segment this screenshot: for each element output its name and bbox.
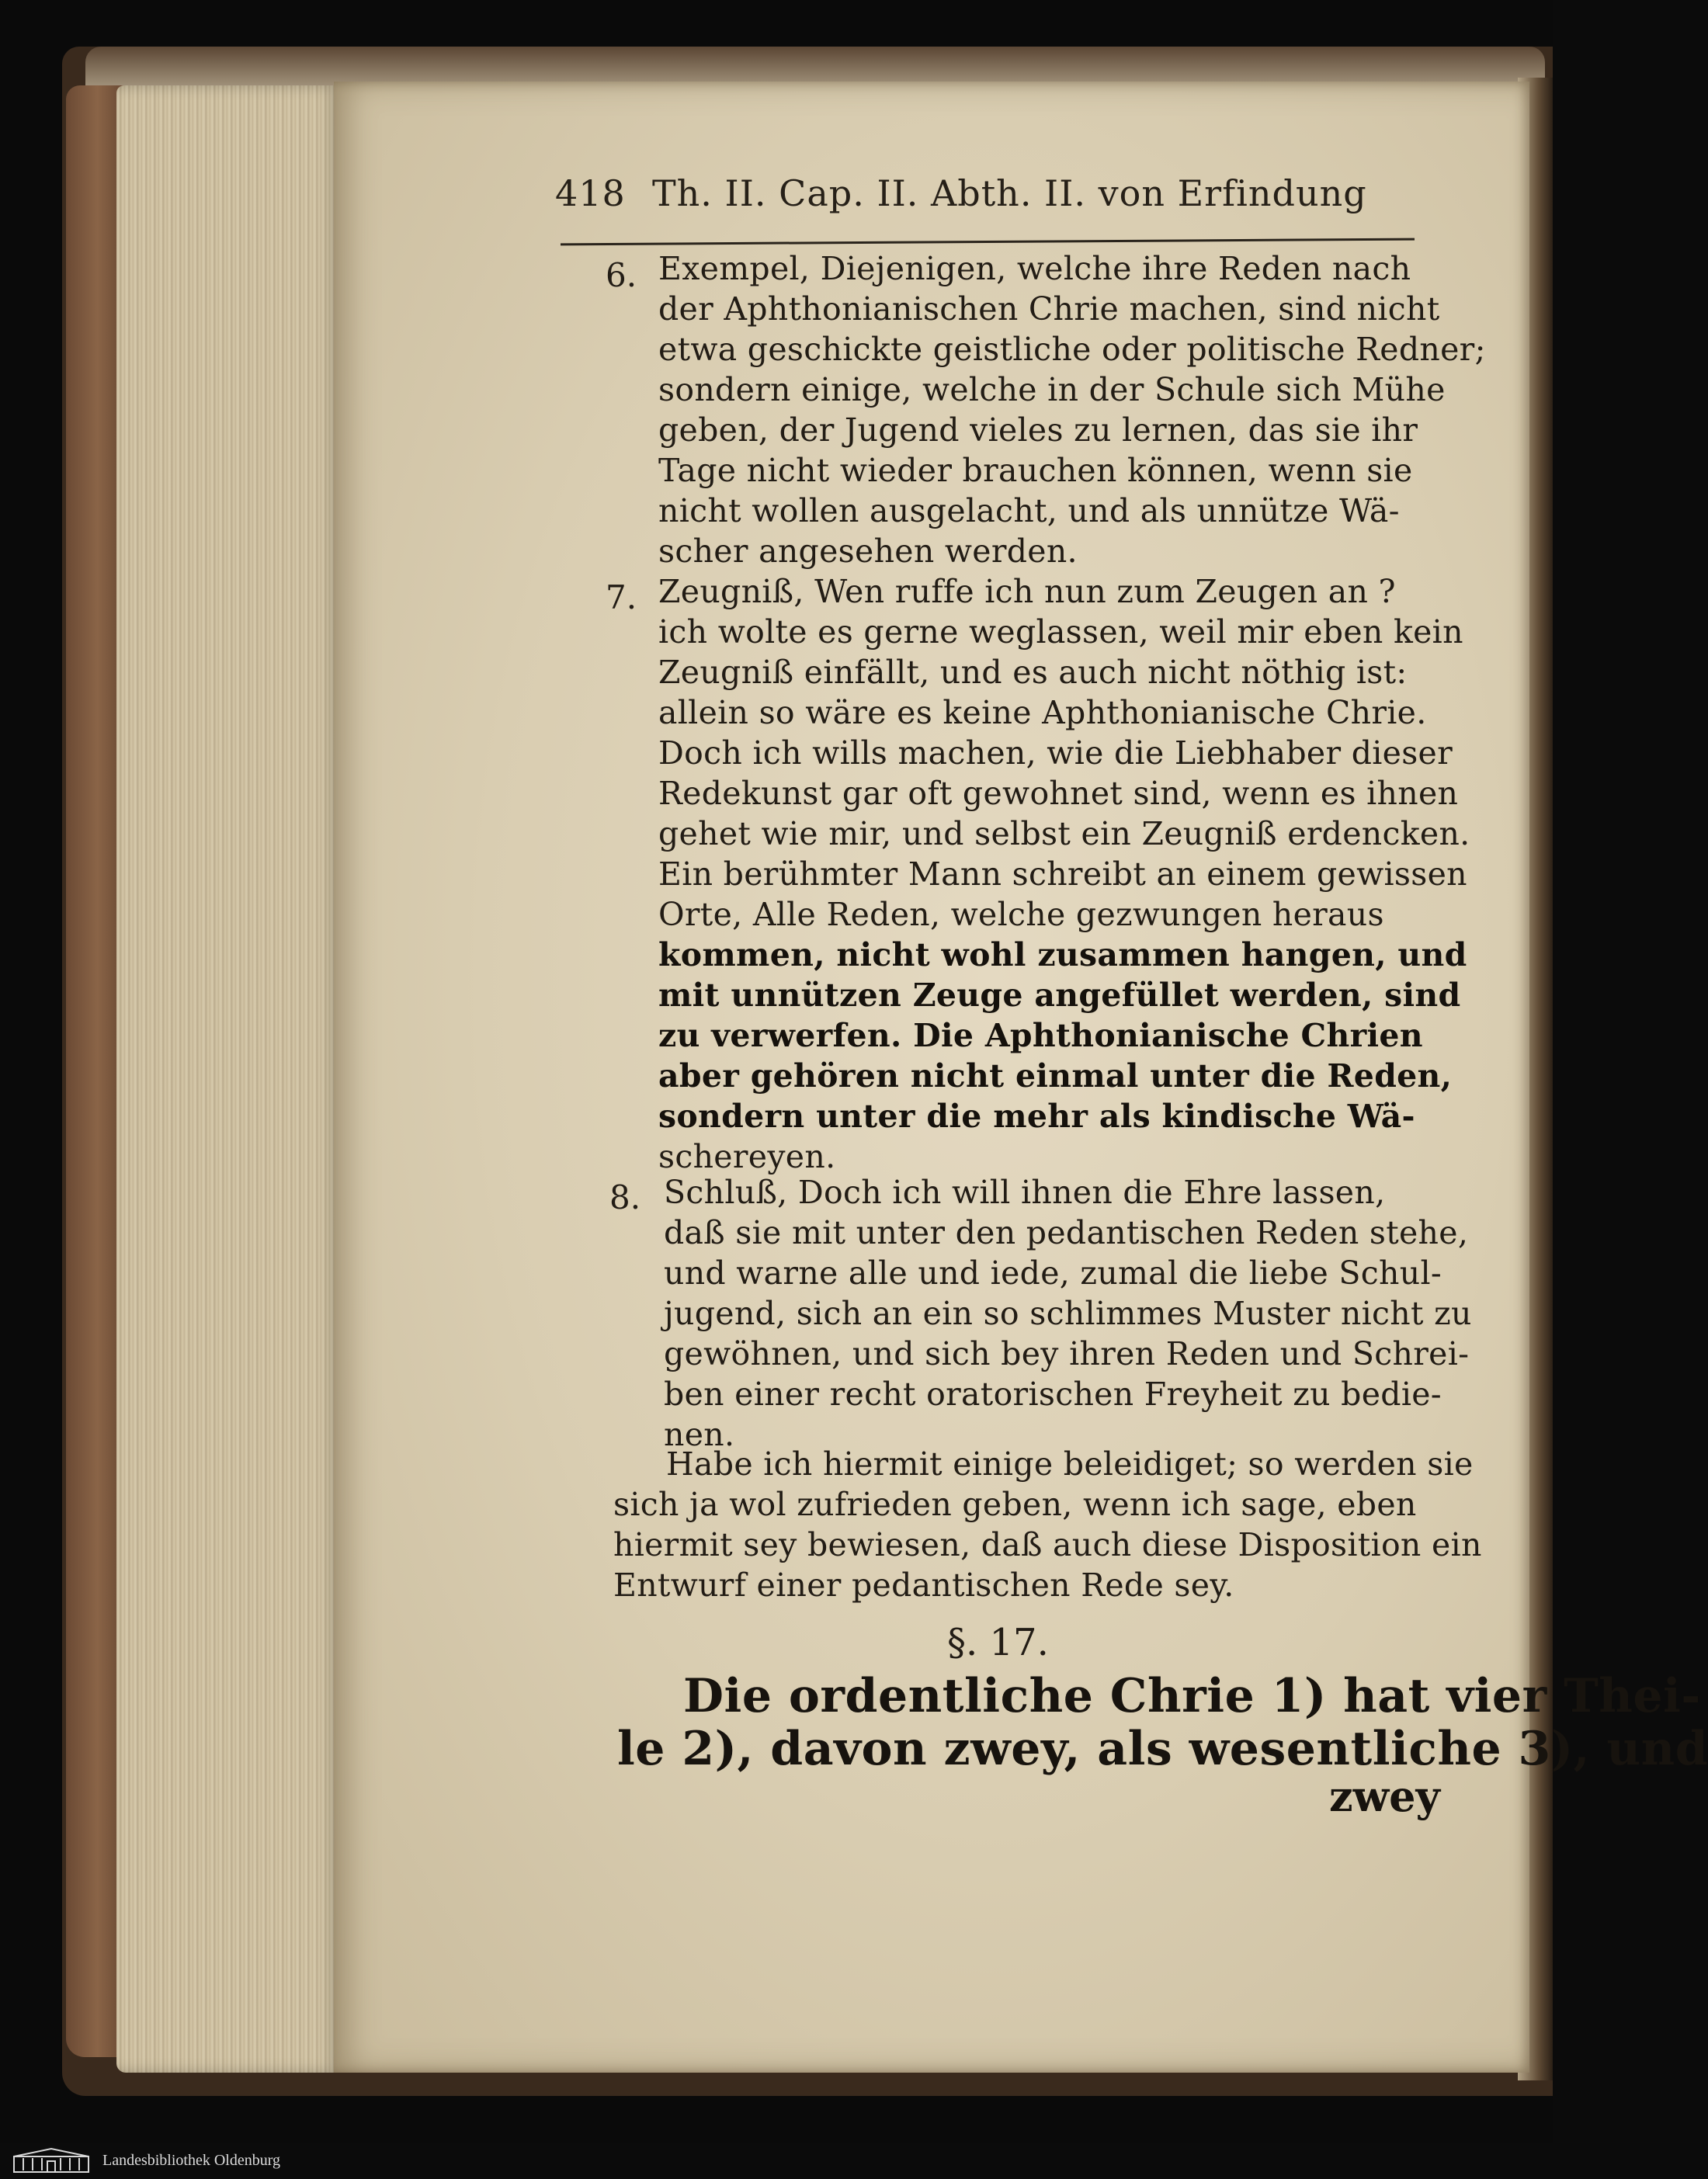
section-mark: §. 17. bbox=[947, 1621, 1049, 1664]
text-line: daß sie mit unter den pedantischen Reden stehe, bbox=[664, 1214, 1469, 1251]
item-number: 8. bbox=[609, 1178, 641, 1216]
text-line: allein so wäre es keine Aphthonianische Chrie. bbox=[658, 694, 1427, 731]
section-heading-line: Die ordentliche Chrie 1) hat vier Thei- bbox=[683, 1669, 1701, 1723]
text-line: ich wolte es gerne weglassen, weil mir eben kein bbox=[658, 613, 1463, 651]
text-line: Doch ich wills machen, wie die Liebhaber dieser bbox=[658, 734, 1453, 772]
text-line: Zeugniß, Wen ruffe ich nun zum Zeugen an ? bbox=[658, 573, 1396, 610]
text-line: Tage nicht wieder brauchen können, wenn sie bbox=[658, 452, 1413, 489]
text-line: jugend, sich an ein so schlimmes Muster nicht zu bbox=[664, 1295, 1472, 1332]
text-line: gehet wie mir, und selbst ein Zeugniß erdencken. bbox=[658, 815, 1470, 852]
text-line: hiermit sey bewiesen, daß auch diese Disposition ein bbox=[613, 1526, 1482, 1563]
text-line: Zeugniß einfällt, und es auch nicht nöthig ist: bbox=[658, 654, 1408, 691]
text-line: Entwurf einer pedantischen Rede sey. bbox=[613, 1567, 1234, 1604]
text-line: zu verwerfen. Die Aphthonianische Chrien bbox=[658, 1017, 1423, 1054]
library-building-icon bbox=[12, 2147, 90, 2174]
text-line: sondern einige, welche in der Schule sich Mühe bbox=[658, 371, 1446, 408]
text-line: Orte, Alle Reden, welche gezwungen heraus bbox=[658, 896, 1384, 933]
text-line: geben, der Jugend vieles zu lernen, das sie ihr bbox=[658, 411, 1418, 449]
viewer-footer bbox=[0, 2143, 1553, 2179]
text-line: kommen, nicht wohl zusammen hangen, und bbox=[658, 936, 1467, 973]
text-line: sondern unter die mehr als kindische Wä- bbox=[658, 1098, 1415, 1135]
item-number: 6. bbox=[606, 256, 637, 294]
text-line: Ein berühmter Mann schreibt an einem gewissen bbox=[658, 855, 1467, 893]
page-number: 418 bbox=[555, 172, 626, 214]
text-line: scher angesehen werden. bbox=[658, 533, 1078, 570]
text-line: Habe ich hiermit einige beleidiget; so werden sie bbox=[666, 1445, 1474, 1483]
section-heading-line: le 2), davon zwey, als wesentliche 3), und bbox=[617, 1722, 1708, 1776]
catchword: zwey bbox=[1329, 1771, 1440, 1821]
library-name[interactable]: Landesbibliothek Oldenburg bbox=[102, 2152, 281, 2169]
item-number: 7. bbox=[606, 578, 637, 616]
running-title: Th. II. Cap. II. Abth. II. von Erfindung bbox=[652, 172, 1367, 214]
page-stack bbox=[116, 85, 342, 2073]
text-line: ben einer recht oratorischen Freyheit zu bedie- bbox=[664, 1376, 1442, 1413]
text-line: Schluß, Doch ich will ihnen die Ehre lassen, bbox=[664, 1174, 1386, 1211]
text-line: Redekunst gar oft gewohnet sind, wenn es ihnen bbox=[658, 775, 1459, 812]
text-line: nen. bbox=[664, 1416, 735, 1453]
text-line: der Aphthonianischen Chrie machen, sind nicht bbox=[658, 290, 1440, 328]
text-line: mit unnützen Zeuge angefüllet werden, sind bbox=[658, 977, 1461, 1014]
text-line: nicht wollen ausgelacht, und als unnütze Wä- bbox=[658, 492, 1400, 529]
text-line: aber gehören nicht einmal unter die Reden, bbox=[658, 1057, 1453, 1095]
text-line: Exempel, Diejenigen, welche ihre Reden nach bbox=[658, 250, 1411, 287]
text-line: und warne alle und iede, zumal die liebe Schul- bbox=[664, 1254, 1442, 1292]
text-line: gewöhnen, und sich bey ihren Reden und Schrei- bbox=[664, 1335, 1470, 1372]
text-line: schereyen. bbox=[658, 1138, 836, 1175]
text-line: sich ja wol zufrieden geben, wenn ich sage, eben bbox=[613, 1486, 1417, 1523]
text-line: etwa geschickte geistliche oder politische Redner; bbox=[658, 331, 1486, 368]
